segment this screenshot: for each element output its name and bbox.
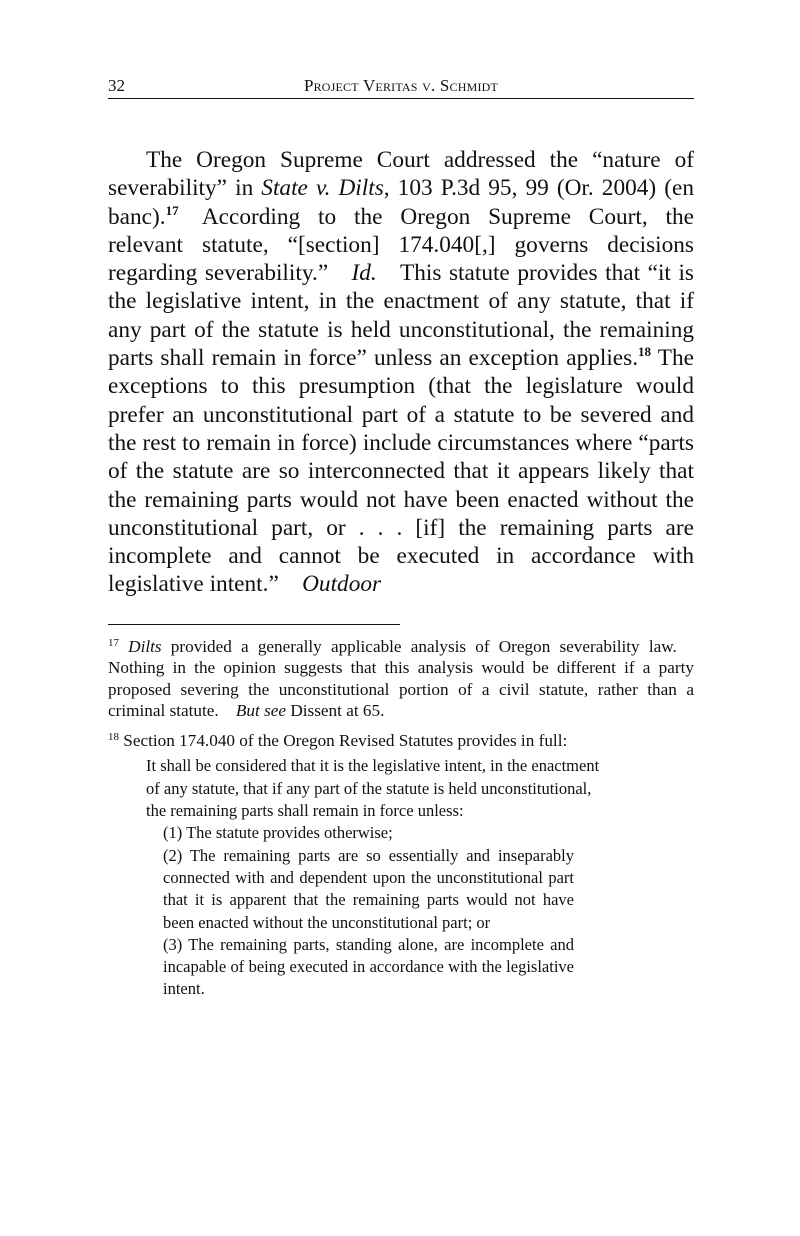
- footnote-ref-18[interactable]: 18: [638, 344, 652, 360]
- footnote-17: [108, 636, 694, 721]
- case-name: Dilts: [128, 637, 162, 656]
- footnote-mark: 17: [108, 637, 119, 649]
- running-title: Project Veritas v. Schmidt: [303, 76, 499, 95]
- text-run: , 103 P.3d 95, 99 (Or. 2004) (en banc).: [108, 175, 694, 230]
- citation-signal: But see: [235, 700, 287, 720]
- id-citation: Id.: [351, 260, 377, 287]
- running-header: [108, 76, 694, 99]
- quote-item: (1) The statute provides otherwise;: [163, 823, 393, 843]
- body-paragraph: [108, 146, 694, 599]
- text-run: The Oregon Supreme Court addressed the “nature of severability” in: [108, 147, 694, 202]
- text-run: This statute provides that “it is the legislative intent, in the enactment of any statute, that if any part of the statute is held unconstitutional, the remaining parts shall remain in force” unless an exception applies.: [108, 260, 694, 372]
- case-name-continued: Outdoor: [302, 571, 382, 598]
- text-run: Dissent at 65.: [286, 700, 385, 720]
- quote-item: (3) The remaining parts, standing alone, are incomplete and incapable of being executed in accordance with the legislative intent.: [163, 934, 574, 999]
- quote-item: (2) The remaining parts are so essentially and inseparably connected with and dependent upon the unconstitutional part that it is apparent that the remaining parts would not have been enacted without the unconstitutional part; or: [163, 845, 574, 932]
- quote-lead: It shall be considered that it is the legislative intent, in the enactment of any statute, that if any part of the statute is held unconstitutional, the remaining parts shall remain in force unless:: [146, 756, 600, 821]
- text-run: Section 174.040 of the Oregon Revised Statutes provides in full:: [119, 731, 568, 751]
- block-quote: [146, 755, 606, 1000]
- case-name: State v. Dilts: [261, 175, 384, 202]
- text-run: provided a generally applicable analysis of Oregon severability law. Nothing in the opinion suggests that this analysis would be different if a party proposed severing the unconstitutional portion of a civil statute, rather than a criminal statute.: [108, 637, 695, 720]
- text-run: According to the Oregon Supreme Court, the relevant statute, “[section] 174.040[,] governs decisions regarding severability.”: [108, 203, 694, 287]
- text-run: The exceptions to this presumption (that the legislature would prefer an unconstitutional part of a statute to be severed and the rest to remain in force) include circumstances where “parts of the statute are so interconnected that it appears likely that the remaining parts would not have been enacted without the unconstitutional part, or . . . [if] the remaining parts are incomplete and cannot be executed in accordance with legislative intent.”: [108, 345, 694, 598]
- footnote-ref-17[interactable]: 17: [165, 202, 179, 218]
- footnotes: [108, 636, 694, 1001]
- footnote-18: [108, 730, 694, 751]
- page-number: 32: [108, 76, 125, 95]
- body-text: [108, 146, 694, 599]
- footnote-separator: [108, 624, 400, 625]
- footnote-mark: 18: [108, 731, 119, 744]
